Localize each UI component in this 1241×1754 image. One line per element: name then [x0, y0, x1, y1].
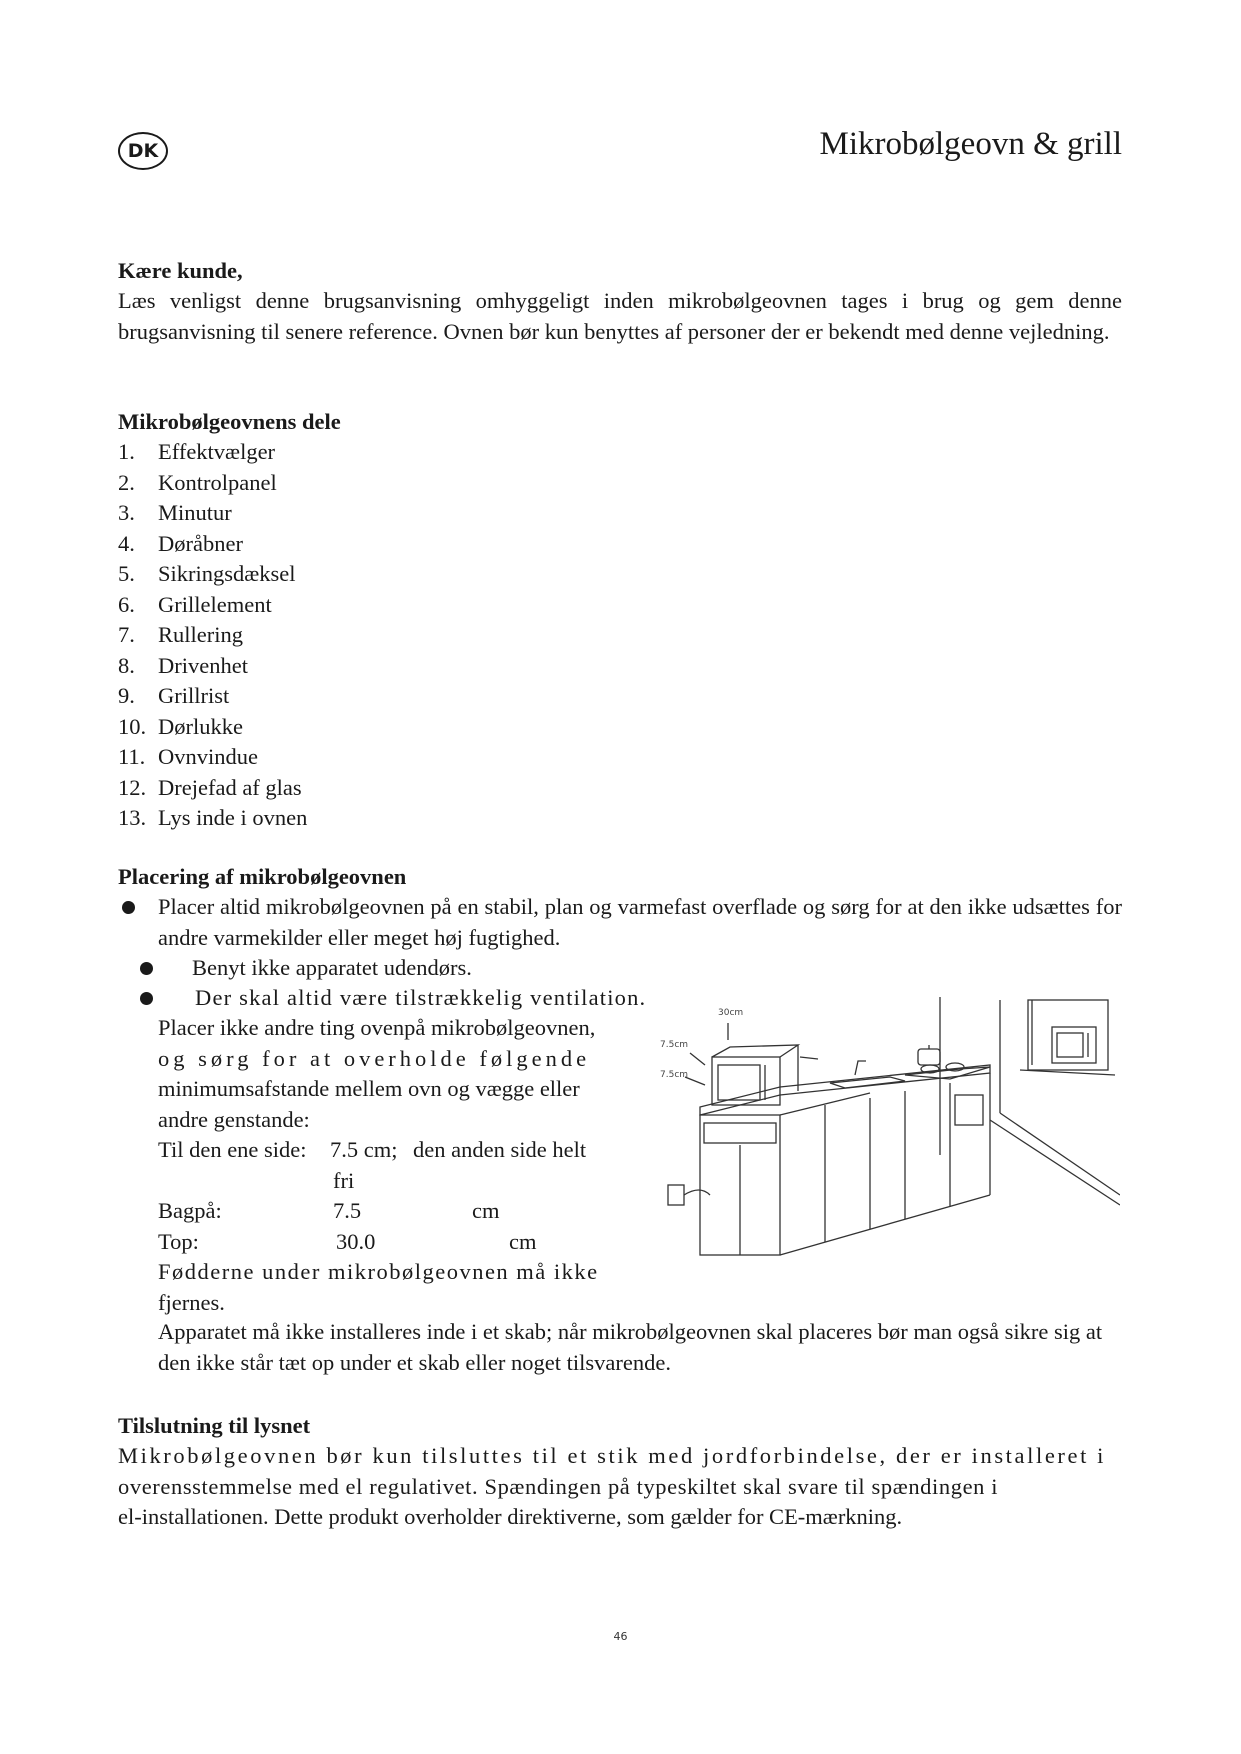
parts-list-item — [118, 529, 307, 560]
clearance-line: andre genstande: — [158, 1106, 310, 1132]
parts-item-number: 10. — [118, 713, 147, 739]
parts-item-number: 9. — [118, 683, 135, 708]
placement-bullet-ventilation: Der skal altid være tilstrækkelig ventilation. — [195, 985, 647, 1010]
parts-list — [118, 437, 307, 834]
back-label: Bagpå: — [158, 1198, 222, 1223]
side-other: den anden side helt — [413, 1137, 587, 1162]
connection-line: Mikrobølgeovnen bør kun tilsluttes til et stik med jordforbindelse, der er installeret i — [118, 1443, 1107, 1468]
parts-list-item — [118, 742, 307, 773]
parts-item-label: Ovnvindue — [158, 744, 258, 769]
intro-body: Læs venligst denne brugsanvisning omhyggeligt inden mikrobølgeovnen tages i brug og gem denne brugsanvisning til senere reference. Ovnen bør kun benyttes af personer der er bekendt med denne vejledning. — [118, 288, 1122, 344]
parts-item-number: 5. — [118, 561, 135, 586]
parts-heading: Mikrobølgeovnens dele — [118, 409, 341, 434]
parts-item-label: Drivenhet — [158, 652, 248, 678]
back-unit: cm — [472, 1198, 500, 1223]
connection-line: el-installationen. Dette produkt overholder direktiverne, som gælder for CE-mærkning. — [118, 1504, 903, 1529]
placement-bullet-surface: Placer altid mikrobølgeovnen på en stabil, plan og varmefast overflade og sørg for at den ikke udsættes for andre varmekilder eller meget høj fugtighed. — [158, 894, 1122, 950]
parts-item-label: Drejefad af glas — [158, 774, 302, 800]
parts-list-item — [118, 437, 307, 468]
top-label: Top: — [158, 1228, 199, 1254]
page-number: 46 — [613, 1630, 628, 1643]
parts-item-label: Døråbner — [158, 530, 243, 556]
top-clearance-row — [158, 1227, 638, 1258]
parts-item-number: 4. — [118, 530, 135, 556]
clearance-instructions — [158, 1013, 638, 1318]
parts-item-label: Sikringsdæksel — [158, 561, 296, 586]
placement-heading: Placering af mikrobølgeovnen — [118, 864, 407, 889]
clearance-line: og sørg for at overholde følgende — [158, 1045, 591, 1071]
back-clearance-row — [158, 1196, 638, 1227]
bullet-dot — [122, 901, 135, 914]
parts-list-item — [118, 681, 307, 712]
connection-body — [118, 1441, 1122, 1533]
diagram-label-side2: 7.5cm — [660, 1070, 689, 1080]
diagram-label-side1: 7.5cm — [660, 1040, 689, 1050]
parts-item-number: 13. — [118, 805, 147, 830]
parts-item-number: 6. — [118, 591, 135, 617]
parts-list-item — [118, 498, 307, 529]
parts-item-number: 8. — [118, 652, 135, 678]
parts-list-item — [118, 712, 307, 743]
parts-item-label: Grillelement — [158, 591, 272, 617]
parts-item-label: Dørlukke — [158, 713, 243, 739]
bullet-dot — [140, 962, 153, 975]
top-unit: cm — [509, 1228, 537, 1254]
parts-item-number: 7. — [118, 622, 135, 647]
side-clearance-row — [158, 1135, 638, 1166]
parts-item-label: Minutur — [158, 500, 232, 525]
parts-list-item — [118, 559, 307, 590]
parts-list-item — [118, 803, 307, 834]
placement-bullet-outdoor: Benyt ikke apparatet udendørs. — [192, 955, 472, 980]
parts-item-label: Effektvælger — [158, 439, 276, 464]
parts-list-item — [118, 468, 307, 499]
back-value: 7.5 — [333, 1198, 362, 1223]
connection-line: overensstemmelse med el regulativet. Spændingen på typeskiltet skal svare til spændingen i — [118, 1473, 999, 1499]
intro-greeting: Kære kunde, — [118, 258, 243, 283]
bullet-dot — [140, 992, 153, 1005]
cabinet-warning: Apparatet må ikke installeres inde i et skab; når mikrobølgeovnen skal placeres bør man også sikre sig at den ikke står tæt op under et skab eller noget tilsvarende. — [158, 1319, 1103, 1375]
parts-item-label: Grillrist — [158, 683, 230, 708]
clearance-line: minimumsafstande mellem ovn og vægge eller — [158, 1076, 580, 1101]
side-clearance-row-cont — [158, 1166, 638, 1197]
parts-list-item — [118, 651, 307, 682]
parts-list-item — [118, 620, 307, 651]
parts-list-item — [118, 773, 307, 804]
side-value: 7.5 cm; — [330, 1137, 398, 1162]
diagram-label-top: 30cm — [718, 1008, 744, 1018]
kitchen-illustration-svg — [660, 995, 1120, 1275]
language-badge: DK — [118, 132, 168, 170]
parts-item-label: Lys inde i ovnen — [158, 805, 308, 830]
parts-item-number: 2. — [118, 469, 135, 495]
side-other-free: fri — [333, 1167, 355, 1193]
parts-list-item — [118, 590, 307, 621]
feet-line: fjernes. — [158, 1289, 225, 1315]
connection-heading: Tilslutning til lysnet — [118, 1413, 311, 1438]
page-title: Mikrobølgeovn & grill — [819, 126, 1122, 162]
top-value: 30.0 — [336, 1228, 376, 1254]
parts-item-label: Rullering — [158, 622, 243, 647]
kitchen-clearance-illustration — [660, 995, 1120, 1275]
parts-item-number: 3. — [118, 500, 135, 525]
feet-line: Fødderne under mikrobølgeovnen må ikke — [158, 1259, 599, 1284]
parts-item-number: 11. — [118, 744, 146, 769]
parts-item-label: Kontrolpanel — [158, 469, 277, 495]
side-label: Til den ene side: — [158, 1137, 307, 1162]
parts-item-number: 1. — [118, 439, 135, 464]
parts-item-number: 12. — [118, 774, 147, 800]
clearance-line: Placer ikke andre ting ovenpå mikrobølgeovnen, — [158, 1015, 596, 1040]
